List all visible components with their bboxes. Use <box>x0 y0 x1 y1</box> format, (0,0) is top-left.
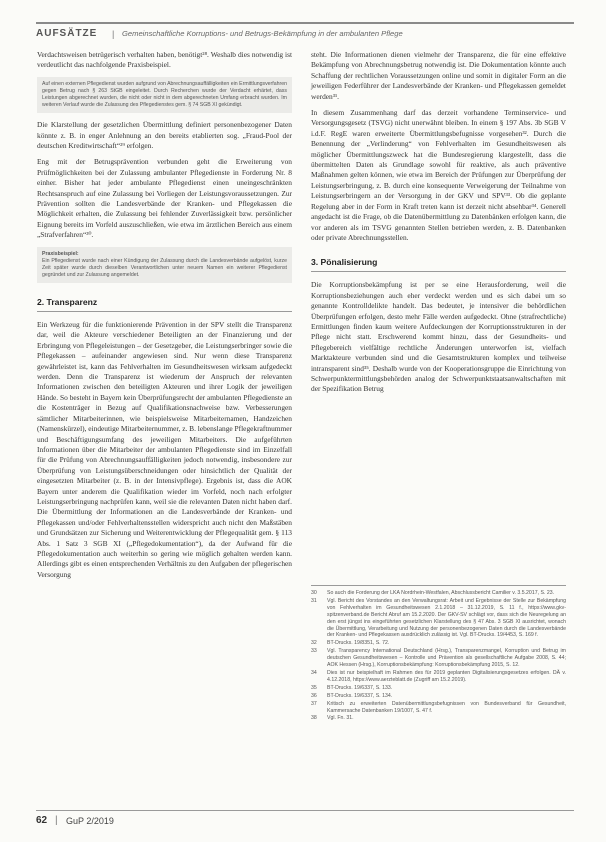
footnote-text: Dies ist nur beispielhaft im Rahmen des für 2019 geplanten Digitalisierungsgesetzes erfolgen. DÄ v. 4.12.2018, https://www.aerzteblatt.de (Zugriff am 15.2.2019). <box>327 669 566 683</box>
page-number: 62 <box>36 815 48 826</box>
footnote <box>311 701 566 715</box>
footnote <box>311 693 566 700</box>
footnote <box>311 685 566 692</box>
footnote-text: BT-Drucks. 19/6337, S. 133. <box>327 684 393 691</box>
header-rule <box>36 22 574 24</box>
footnote-list <box>311 590 566 722</box>
footnote <box>311 648 566 669</box>
example-box <box>37 77 292 113</box>
header-separator: | <box>112 29 115 39</box>
paragraph: Ein Werkzeug für die funktionierende Prävention in der SPV stellt die Transparenz dar, weil die Akteure verschiedener Beteiligten an der Finanzierung und der Erbringung von Pflegeleistungen – der Gesetzgeber, die Leistungserbringer sowie die Pflegekassen – aufeinander angewiesen sind. Nur wenn diese Transparenz gewährleistet ist, kann das Fehlverhalten im Gesundheitswesen wirksam aufgedeckt werden. Denn die Transparenz ist wiederum der Anspruch der relevanten Informationen zwischen den beteiligten Akteuren und ihrer Logik der jeweiligen Hände. So besteht in Bayern kein Überprüfungsrecht der ambulanten Pflegedienste an die Kostenträger in Bezug auf Qualifikationsnachweise bzw. Verbesserungen sämtlicher Mitarbeiterinnen, wie beispielsweise Mitarbeiternamen, Handzeichen (Namenskürzel), eindeutige Mitarbeiternummer, z. B. lebenslange Pflegekraftnummer und Beschäftigungsumfang des jeweiligen Mitarbeiters. Die aufgeführten Informationen über die Mitarbeiter der ambulanten Pflegedienste sind im Einzelfall für die Prüfung von Abrechnungsauffälligkeiten jedoch notwendig, insbesondere zur Überprüfung von Leistungsüberschneidungen oder hinsichtlich der Qualität der eingesetzten Mitarbeiter (z. B. in der Intensivpflege). Ergebnis ist, dass die AOK Bayern unter anderem die Qualifikation wieder im Vorfeld, noch nach erfolgter Leistungserbringung nachprüfen kann, weil sie die relevanten Daten nicht haben darf. Die Übermittlung der Informationen an die Landesverbände der Kranken- und Pflegekassen und/oder Fehlverhaltensstellen widerspricht auch nicht den Maßstäben und Grundsätzen zur Sicherung und Weiterentwicklung der Pflegequalität gem. § 113 Abs. 1 Satz 3 SGB XI („Pflegedokumentation“), da der Aufwand für die Pflegedokumentation auch weiterhin so gering wie möglich gehalten werden kann. Allerdings gibt es einen entsprechenden Verhältnis zu den Aufgaben der pflegerischen Versorgung <box>37 320 292 579</box>
footer-separator: | <box>55 815 58 826</box>
footnotes <box>311 585 566 723</box>
footnote-text: Vgl. Transparency International Deutschland (Hrsg.), Transparenzmangel, Korruption und Betrug im deutschen Gesundheitswesen – Kontrolle und Prävention als gesellschaftliche Aufgabe 2008, S. 44; AOK Hessen (Hrsg.), Korruptionsbekämpfung: Korruptionsbekämpfung 2015, S. 12. <box>327 648 566 669</box>
footnote-number: 36 <box>311 692 317 699</box>
footnote-number: 37 <box>311 700 317 707</box>
footnote-number: 34 <box>311 669 317 676</box>
paragraph: Die Klarstellung der gesetzlichen Übermittlung definiert personenbezogener Daten könnte z. B. in enger Anlehnung an den bereits etablierten sog. „Fraud-Pool der deutschen Kreditwirtschaft“²⁹ erfolgen. <box>37 120 292 150</box>
footnote-number: 35 <box>311 684 317 691</box>
footer-rule <box>36 810 574 811</box>
footnote-number: 31 <box>311 597 317 604</box>
section-heading-transparenz: 2. Transparenz <box>37 297 98 308</box>
footnote-text: Kritisch zu erweiterten Datenübermittlungsbefugnissen von Bundesverband für Gesundheit, Kammersache Datenbanken 19/1007, S. 47 f. <box>327 700 566 714</box>
footnote-number: 33 <box>311 648 317 655</box>
footnote-text: BT-Drucks. 19/6337, S. 134. <box>327 692 393 699</box>
practice-example-box <box>37 247 292 283</box>
footnote <box>311 640 566 647</box>
footnote-number: 38 <box>311 715 317 722</box>
section-label: AUFSÄTZE <box>36 28 98 39</box>
footnote <box>311 670 566 684</box>
paragraph: steht. Die Informationen dienen vielmehr der Transparenz, die für eine effektive Bekämpfung von Abrechnungsbetrug notwendig ist. Die Dokumentation könnte auch Schaffung der rechtlichen Voraussetzungen online und somit in digitaler Form an die jeweiligen Federführer der Landesverbände der Kranken- und Pflegekassen gemeldet werden³¹. <box>311 50 566 101</box>
footnote-number: 30 <box>311 590 317 596</box>
footnote-text: So auch die Forderung der LKA Nordrhein-Westfalen, Abschlussbericht Camilier v. 3.5.2017, S. 23. <box>327 590 555 596</box>
practice-example-text: Ein Pflegedienst wurde nach einer Kündigung der Zulassung durch die Landesverbände aufgelöst, kurze Zeit später wurde durch dieselben Verantwortlichen unter neuem Namen ein weiterer Pflegedienst gegründet und zur Zulassung angemeldet. <box>42 257 287 278</box>
footnote <box>311 598 566 639</box>
footnote <box>311 590 566 597</box>
heading-rule <box>37 311 292 312</box>
left-column <box>37 50 292 586</box>
footnote-text: BT-Drucks. 19/8351, S. 72. <box>327 640 390 647</box>
section-heading-poenalisierung: 3. Pönalisierung <box>311 257 378 268</box>
footnote-number: 32 <box>311 640 317 647</box>
heading-rule <box>311 271 566 272</box>
paragraph: Verdachtsweisen betrügerisch verhalten haben, benötigt²⁸. Weshalb dies notwendig ist verdeutlicht das nachfolgende Praxisbeispiel. <box>37 50 292 70</box>
example-text: Auf einen externen Pflegedienst wurden aufgrund von Abrechnungsauffälligkeiten ein Ermittlungsverfahren gegen Betrug nach § 263 StGB eingeleitet. Durch Recherchen wurde der Verdacht erhärtet, dass Leistungen abgerechnet wurden, die nicht oder nicht in dem abgerechneten Umfang erbracht wurden. Im weiteren Verlauf wurde die Zulassung des Pflegedienstes gem. § 74 SGB XI gekündigt. <box>42 80 287 109</box>
paragraph: Die Korruptionsbekämpfung ist per se eine Herausforderung, weil die Korruptionsbeziehungen auch eher verdeckt werden und es sich dabei um so genannte Kontrolldelikte handelt. Das bedeutet, je intensiver die behördlichen Überprüfungen erfolgen, desto mehr Fälle werden aufgedeckt. Ohne (strafrechtliche) Ermittlungen finden kaum weitere Aufdeckungen der Korruptionsstrukturen in der Pflege nicht statt. Erschwerend kommt hinzu, dass der Gesundheits- und Pflegebereich vielfältige rechtliche Änderungen unterworfen ist, vielfach Marktakteure verbunden sind und die Gesamtstrukturen komplex und teilweise intransparent sind³⁵. Deshalb wurde von der Kooperationsgruppe die Einrichtung von Schwerpunktermittlungsbehörden analog der Schwerpunktstaatsanwaltschaften mit der Spezifikation Betrug <box>311 280 566 394</box>
footnote-text: Vgl. Fn. 31. <box>327 715 354 722</box>
journal-name: GuP 2/2019 <box>66 816 114 826</box>
practice-example-title: Praxisbeispiel: <box>42 250 79 257</box>
footnote-text: Vgl. Bericht des Vorstandes an den Verwaltungsrat: Arbeit und Ergebnisse der Stelle zur Bekämpfung von Fehlverhalten im Gesundheitswesen 2.1.2018 – 31.12.2019, S. 11 f., https://www.gkv-spitzenverband.de Bericht Abruf am 15.2.2020. Der GKV-SV schlägt vor, dass sich die Neuregelung an den erst jüngst ins eingeführten gesetzlichen Klarstellung des § 47 Abs. 3 SGB XI ausrichtet, wonach die Übermittlung, Verarbeitung und Nutzung der personenbezogenen Daten durch die Landesverbände der Kranken- und Pflegekassen ausdrücklich zulässig ist. Vgl. BT-Drucks. 19/4453, S. 169 f. <box>327 597 566 639</box>
paragraph: In diesem Zusammenhang darf das derzeit vorhandene Terminservice- und Versorgungsgesetz (TSVG) nicht unerwähnt bleiben. In einem § 197 Abs. 3b SGB V i.d.F. RegE waren erweiterte Übermittlungsbefugnisse vorgesehen³². Durch die Benennung der „Verlinderung“ von Fehlverhalten im Gesundheitswesen als möglicher Übermittlungszweck hat die Bundesregierung klargestellt, dass die übermittelten Daten als Grundlage sowohl für reaktive, als auch präventive Maßnahmen gelten können, wie etwa im Bereich der Prüfungen zur Überprüfung der Leistungserbringung, z. B. durch eine konsequente Verweigerung der Teilnahme von Leistungserbringern an der Versorgung in der GKV und SPV³³. Ob die geplante Regelung aber in der Form in Kraft treten kann ist derzeit nicht absehbar³⁴. Generell angedacht ist die Frage, ob die Datenübermittlung zu Datenbänken erfolgen kann, die vor anderen als im TSVG genannten Stellen betrieben werden, z. B. Datenbanken oder private Abrechnungsstellen. <box>311 108 566 242</box>
running-title: Gemeinschaftliche Korruptions- und Betrugs-Bekämpfung in der ambulanten Pflege <box>122 29 403 38</box>
paragraph: Eng mit der Betrugsprävention verbunden geht die Erweiterung von Prüfmöglichkeiten bei der Zulassung ambulanter Pflegedienste in Forderung Nr. 8 einher. Bisher hat jeder ambulante Pflegedienst einen uneingeschränkten Rechtsanspruch auf eine Zulassung bei Vorliegen der Leistungsvoraussetzungen. Zur Prävention sollten die Landesverbände der Kranken- und Pflegekassen die Möglichkeit erhalten, die Zulassung bei fehlender Zuverlässigkeit bzw. persönlicher Eignung bereits im Vorfeld auszuschließen, wie etwa im ärztlichen Bereich aus einem „Strafverfahren“³⁰. <box>37 157 292 240</box>
footnote-rule <box>311 585 566 586</box>
footnote <box>311 715 566 722</box>
right-column <box>311 50 566 401</box>
